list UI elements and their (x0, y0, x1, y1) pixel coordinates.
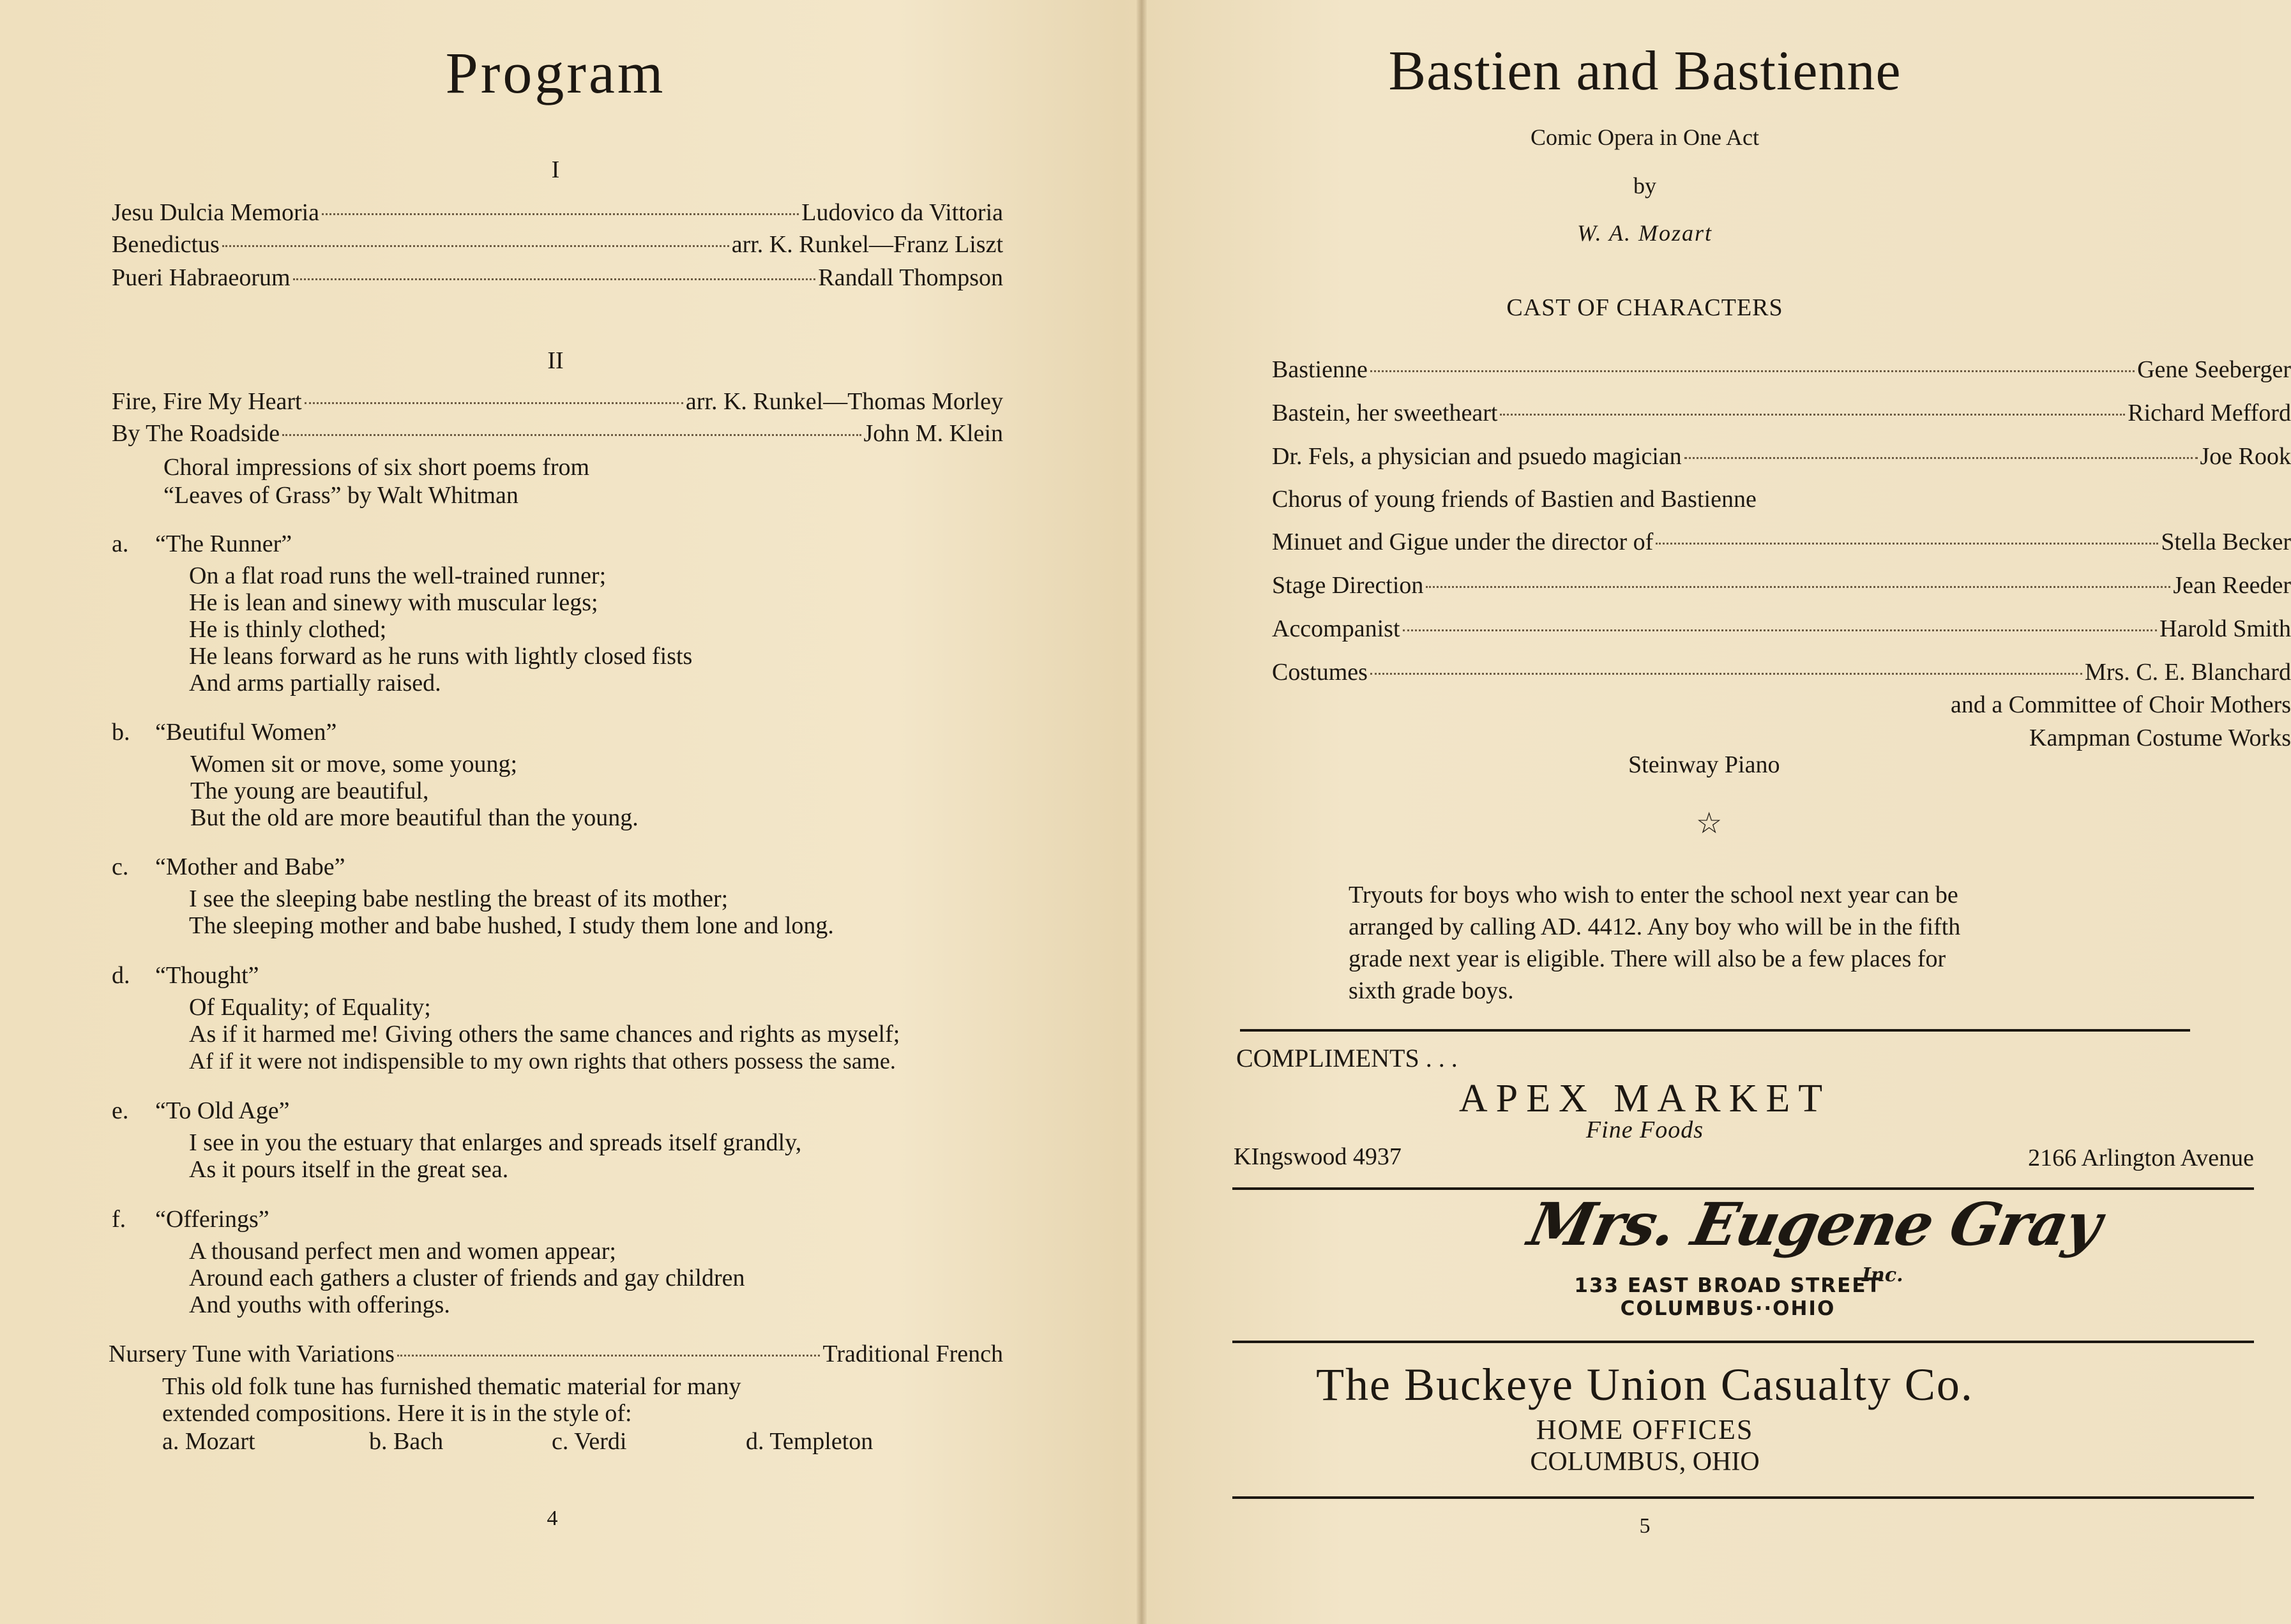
compliments-label: COMPLIMENTS . . . (1236, 1044, 1458, 1072)
credit-row (1272, 572, 2291, 600)
poem-line: As if it harmed me! Giving others the same chances and rights as myself; (189, 1021, 900, 1048)
variation: c. Verdi (552, 1428, 627, 1455)
poem-line: I see the sleeping babe nestling the breast of its mother; (189, 885, 729, 912)
poem-title: “The Runner” (155, 530, 292, 557)
poem-title: “Offerings” (155, 1206, 269, 1233)
costume-extra: Kampman Costume Works (2029, 725, 2291, 751)
poem-title: “Beutiful Women” (155, 719, 337, 746)
tryouts-line: sixth grade boys. (1349, 977, 1514, 1004)
program-title: Program (445, 40, 666, 105)
poem-title: “Thought” (155, 962, 259, 989)
eugene-gray-street: 133 EAST BROAD STREET (1574, 1274, 1882, 1297)
composer-name: W. A. Mozart (1576, 220, 1713, 246)
cast-row (1272, 400, 2291, 428)
buckeye-company-name: The Buckeye Union Casualty Co. (1316, 1359, 1974, 1410)
credit-row (1272, 615, 2291, 643)
role: Dr. Fels, a physician and psuedo magician (1272, 443, 1682, 470)
poem-line: As it pours itself in the great sea. (189, 1156, 509, 1183)
buckeye-home-offices: HOME OFFICES (1536, 1414, 1754, 1445)
by-line: by (1633, 173, 1656, 199)
divider (1232, 1496, 2254, 1499)
credit-row (1272, 529, 2291, 557)
leader-dots (397, 1355, 820, 1357)
poem-letter: b. (112, 719, 130, 746)
leader-dots (282, 434, 861, 436)
role: Minuet and Gigue under the director of (1272, 529, 1654, 555)
piece-title: Benedictus (112, 231, 220, 258)
poem-letter: e. (112, 1097, 129, 1124)
apex-market-name: APEX MARKET (1458, 1077, 1831, 1120)
leader-dots (1684, 457, 2198, 459)
poem-line: And youths with offerings. (189, 1291, 450, 1318)
piano-credit: Steinway Piano (1628, 751, 1780, 778)
program-item (112, 199, 1003, 227)
leader-dots (222, 245, 729, 247)
piece-composer: John M. Klein (863, 420, 1003, 447)
actor: Gene Seeberger (2137, 356, 2291, 383)
poem-line: He is lean and sinewy with muscular legs; (189, 589, 598, 616)
leader-dots (293, 278, 816, 280)
poem-letter: d. (112, 962, 130, 989)
nursery-desc-line: extended compositions. Here it is in the style of: (162, 1400, 632, 1427)
right-page (1147, 0, 2291, 1624)
credit-name: Stella Becker (2161, 529, 2291, 555)
page-number: 5 (1639, 1514, 1651, 1538)
apex-phone: KIngswood 4937 (1234, 1143, 1402, 1170)
program-item (109, 1341, 1003, 1369)
program-item (112, 264, 1003, 292)
leader-dots (322, 213, 799, 215)
tryouts-line: grade next year is eligible. There will also be a few places for (1349, 945, 1946, 972)
poem-line: But the old are more beautiful than the young. (190, 804, 639, 831)
star-icon: ☆ (1696, 807, 1723, 839)
variation: b. Bach (369, 1428, 444, 1455)
poem-line: I see in you the estuary that enlarges and spreads itself grandly, (189, 1129, 802, 1156)
buckeye-city: COLUMBUS, OHIO (1530, 1447, 1760, 1477)
divider (1232, 1341, 2254, 1343)
opera-title: Bastien and Bastienne (1388, 40, 1902, 102)
credit-name: Mrs. C. E. Blanchard (2085, 659, 2291, 686)
section-numeral-1: I (551, 156, 560, 183)
poem-title: “Mother and Babe” (155, 853, 345, 880)
intro-line: “Leaves of Grass” by Walt Whitman (163, 482, 518, 509)
piece-title: Pueri Habraeorum (112, 264, 291, 291)
actor: Richard Mefford (2128, 400, 2291, 426)
leader-dots (1370, 673, 2082, 675)
cast-row (1272, 356, 2291, 384)
piece-title: Nursery Tune with Variations (109, 1341, 395, 1367)
poem-line: On a flat road runs the well-trained runner; (189, 562, 607, 589)
poem-line: He is thinly clothed; (189, 616, 387, 643)
program-item (112, 420, 1003, 448)
cast-heading: CAST OF CHARACTERS (1506, 294, 1783, 321)
actor: Joe Rook (2200, 443, 2291, 470)
role: Accompanist (1272, 615, 1400, 642)
poem-title: “To Old Age” (155, 1097, 290, 1124)
leader-dots (1403, 629, 2158, 631)
piece-title: By The Roadside (112, 420, 280, 447)
nursery-desc-line: This old folk tune has furnished thematic material for many (162, 1373, 741, 1400)
piece-composer: arr. K. Runkel—Thomas Morley (685, 388, 1003, 415)
piece-title: Jesu Dulcia Memoria (112, 199, 320, 226)
piece-composer: Ludovico da Vittoria (801, 199, 1003, 226)
costume-extra: and a Committee of Choir Mothers (1951, 691, 2291, 718)
poem-letter: f. (112, 1206, 126, 1233)
divider (1240, 1029, 2190, 1032)
section-numeral-2: II (547, 347, 564, 374)
leader-dots (1426, 586, 2170, 588)
apex-address: 2166 Arlington Avenue (2028, 1145, 2254, 1171)
poem-line: And arms partially raised. (189, 670, 441, 696)
role: Bastein, her sweetheart (1272, 400, 1498, 426)
program-item (112, 231, 1003, 259)
program-item (112, 388, 1003, 416)
poem-line: Of Equality; of Equality; (189, 994, 431, 1021)
poem-line: A thousand perfect men and women appear; (189, 1238, 616, 1265)
role: Costumes (1272, 659, 1368, 686)
credit-name: Harold Smith (2159, 615, 2291, 642)
page-number: 4 (547, 1507, 558, 1530)
poem-line: Around each gathers a cluster of friends and gay children (189, 1265, 745, 1291)
eugene-gray-city: COLUMBUS··OHIO (1620, 1297, 1836, 1320)
role: Bastienne (1272, 356, 1368, 383)
piece-composer: Randall Thompson (818, 264, 1003, 291)
chorus-line: Chorus of young friends of Bastien and Bastienne (1272, 486, 1757, 513)
piece-title: Fire, Fire My Heart (112, 388, 302, 415)
leader-dots (305, 402, 683, 404)
poem-line: Af if it were not indispensible to my own rights that others possess the same. (189, 1048, 896, 1074)
leader-dots (1500, 414, 2125, 416)
poem-line: Women sit or move, some young; (190, 751, 517, 778)
poem-letter: a. (112, 530, 129, 557)
piece-composer: Traditional French (822, 1341, 1003, 1367)
eugene-gray-inc: Inc. (1862, 1264, 1903, 1286)
apex-tagline: Fine Foods (1585, 1116, 1704, 1143)
left-page (0, 0, 1137, 1624)
role: Stage Direction (1272, 572, 1424, 599)
center-fold (1137, 0, 1147, 1624)
cast-row (1272, 443, 2291, 471)
piece-composer: arr. K. Runkel—Franz Liszt (731, 231, 1003, 258)
leader-dots (1656, 543, 2158, 545)
tryouts-line: Tryouts for boys who wish to enter the school next year can be (1349, 882, 1958, 908)
eugene-gray-logo: Mrs. Eugene Gray (1522, 1190, 2107, 1259)
variation: a. Mozart (162, 1428, 255, 1455)
poem-letter: c. (112, 853, 129, 880)
leader-dots (1370, 370, 2135, 372)
poem-line: He leans forward as he runs with lightly closed fists (189, 643, 693, 670)
opera-subtitle: Comic Opera in One Act (1531, 124, 1759, 150)
tryouts-line: arranged by calling AD. 4412. Any boy who will be in the fifth (1349, 914, 1961, 940)
variation: d. Templeton (746, 1428, 873, 1455)
credit-name: Jean Reeder (2173, 572, 2291, 599)
poem-line: The sleeping mother and babe hushed, I study them lone and long. (189, 912, 834, 939)
credit-row (1272, 659, 2291, 687)
intro-line: Choral impressions of six short poems from (163, 454, 590, 481)
poem-line: The young are beautiful, (190, 778, 429, 804)
